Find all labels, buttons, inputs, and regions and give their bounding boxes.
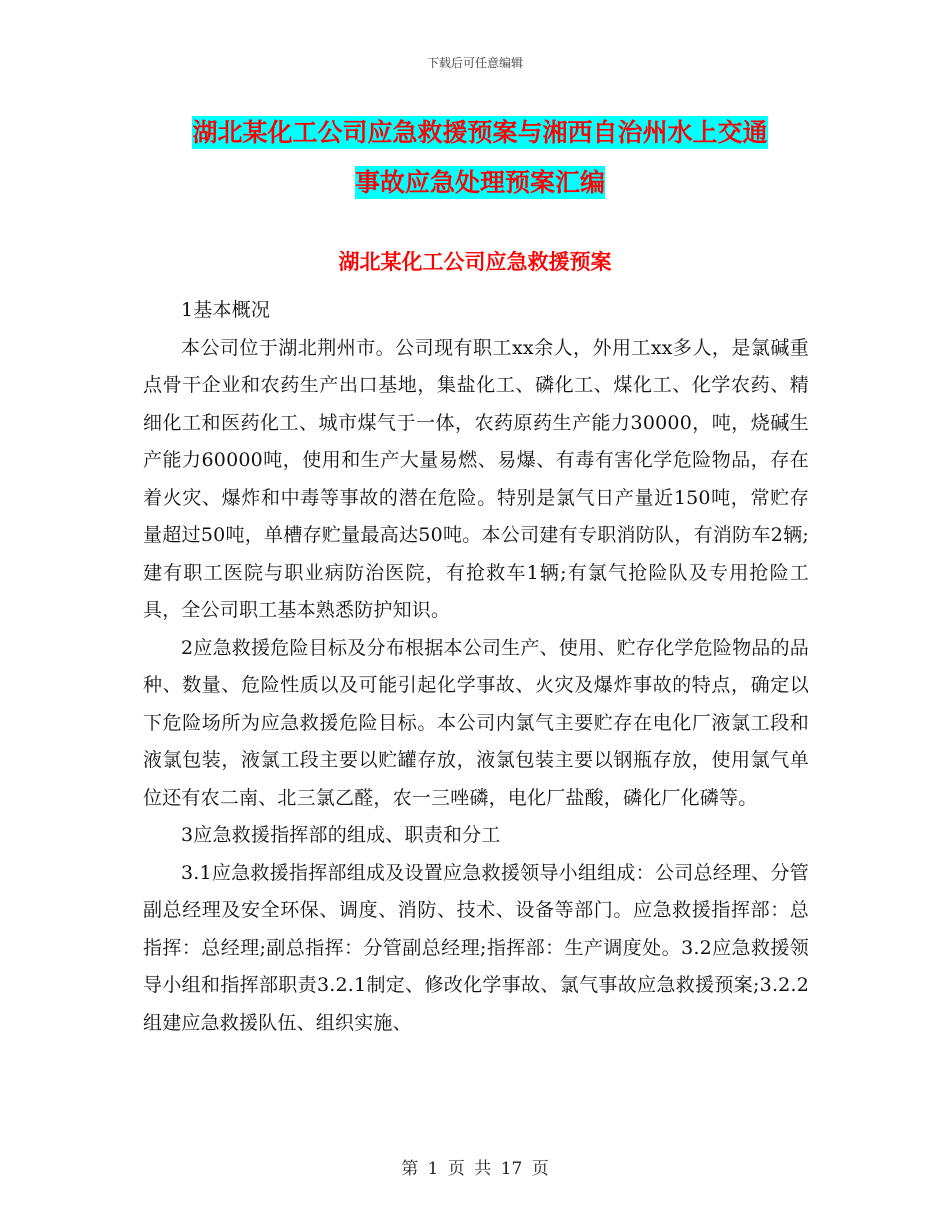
paragraph-command-heading: 3应急救援指挥部的组成、职责和分工 [181, 824, 501, 846]
paragraph-basic-overview: 本公司位于湖北荆州市。公司现有职工xx余人，外用工xx多人，是氯碱重点骨干企业和农药生产出口基地，集盐化工、磷化工、煤化工、化学农药、精细化工和医药化工、城市煤气于一体，农药原药生产能力30000，吨，烧碱生产能力60000吨，使用和生产大量易燃、易爆、有毒有害化学危险物品，存在着火灾、爆炸和中毒等事故的潜在危险。特别是氯气日产量近150吨，常贮存量超过50吨，单槽存贮量最高达50吨。本公司建有专职消防队，有消防车2辆;建有职工医院与职业病防治医院，有抢救车1辆;有氯气抢险队及专用抢险工具，全公司职工基本熟悉防护知识。 [143, 336, 809, 621]
header-note: 下载后可任意编辑 [426, 56, 523, 70]
section-title: 湖北某化工公司应急救援预案 [338, 250, 612, 274]
paragraph-basic-overview-heading: 1基本概况 [181, 299, 271, 321]
body-text [143, 292, 809, 1042]
page-footer: 第 1 页 共 17 页 [401, 1159, 549, 1179]
document-title-line-2: 事故应急处理预案汇编 [354, 168, 605, 197]
document-title-line-1: 湖北某化工公司应急救援预案与湘西自治州水上交通 [192, 118, 768, 147]
document-title [150, 108, 810, 208]
paragraph-hazard-targets: 2应急救援危险目标及分布根据本公司生产、使用、贮存化学危险物品的品种、数量、危险性质以及可能引起化学事故、火灾及爆炸事故的特点，确定以下危险场所为应急救援危险目标。本公司内氯气主要贮存在电化厂液氯工段和液氯包装，液氯工段主要以贮罐存放，液氯包装主要以钢瓶存放，使用氯气单位还有农二南、北三氯乙醛，农一三唑磷，电化厂盐酸，磷化厂化磷等。 [143, 636, 809, 809]
paragraph-command-details: 3.1应急救援指挥部组成及设置应急救援领导小组组成：公司总经理、分管副总经理及安全环保、调度、消防、技术、设备等部门。应急救援指挥部：总指挥：总经理;副总指挥：分管副总经理;指挥部：生产调度处。3.2应急救援领导小组和指挥部职责3.2.1制定、修改化学事故、氯气事故应急救援预案;3.2.2组建应急救援队伍、组织实施、 [143, 861, 809, 1034]
